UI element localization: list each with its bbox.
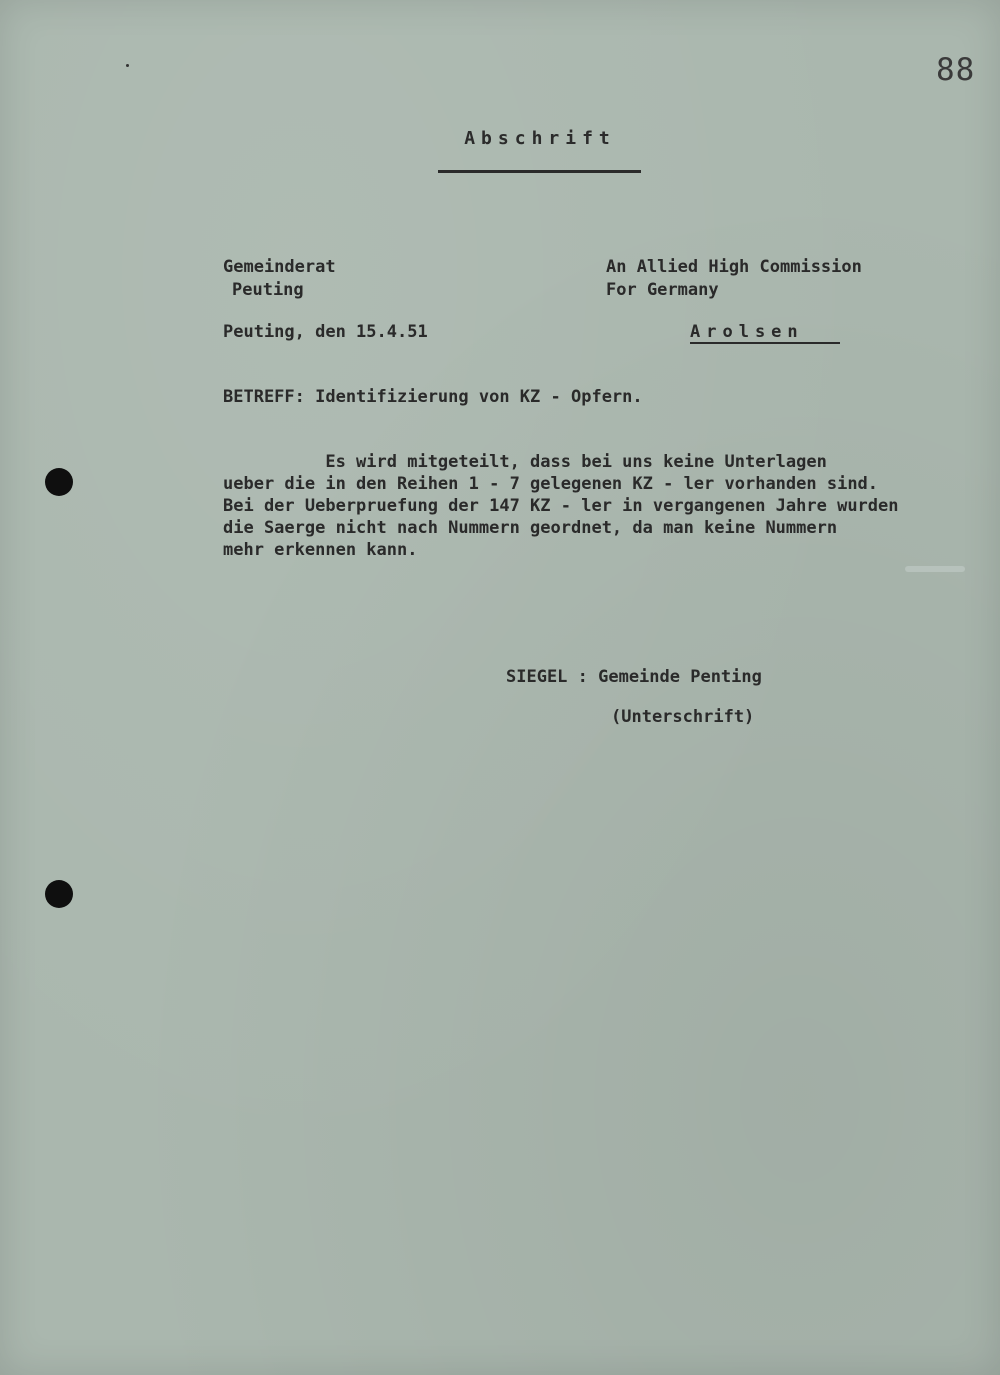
paper-smudge xyxy=(905,566,965,572)
document-title: Abschrift xyxy=(464,128,616,149)
ink-speck xyxy=(126,64,129,67)
date-line: Peuting, den 15.4.51 xyxy=(223,322,428,342)
title-underline xyxy=(438,170,641,173)
city-underline xyxy=(690,342,840,344)
seal-note: SIEGEL : Gemeinde Penting xyxy=(506,667,762,687)
body-line: die Saerge nicht nach Nummern geordnet, da man keine Nummern xyxy=(223,518,838,538)
sender-name: Gemeinderat xyxy=(223,257,336,277)
page-number: 88 xyxy=(936,52,976,88)
recipient-city: Arolsen xyxy=(690,322,804,342)
punch-hole-top xyxy=(45,468,73,496)
body-line: mehr erkennen kann. xyxy=(223,540,418,560)
body-line: Bei der Ueberpruefung der 147 KZ - ler in vergangenen Jahre wurden xyxy=(223,496,899,516)
subject-line: BETREFF: Identifizierung von KZ - Opfern. xyxy=(223,387,643,407)
body-line: ueber die in den Reihen 1 - 7 gelegenen KZ - ler vorhanden sind. xyxy=(223,474,879,494)
recipient-name: An Allied High Commission xyxy=(606,257,862,277)
punch-hole-bottom xyxy=(45,880,73,908)
sender-place: Peuting xyxy=(232,280,304,300)
body-line: Es wird mitgeteilt, dass bei uns keine Unterlagen xyxy=(223,452,827,472)
signature-note: (Unterschrift) xyxy=(611,707,755,727)
letter-body xyxy=(223,451,923,561)
recipient-country: For Germany xyxy=(606,280,719,300)
